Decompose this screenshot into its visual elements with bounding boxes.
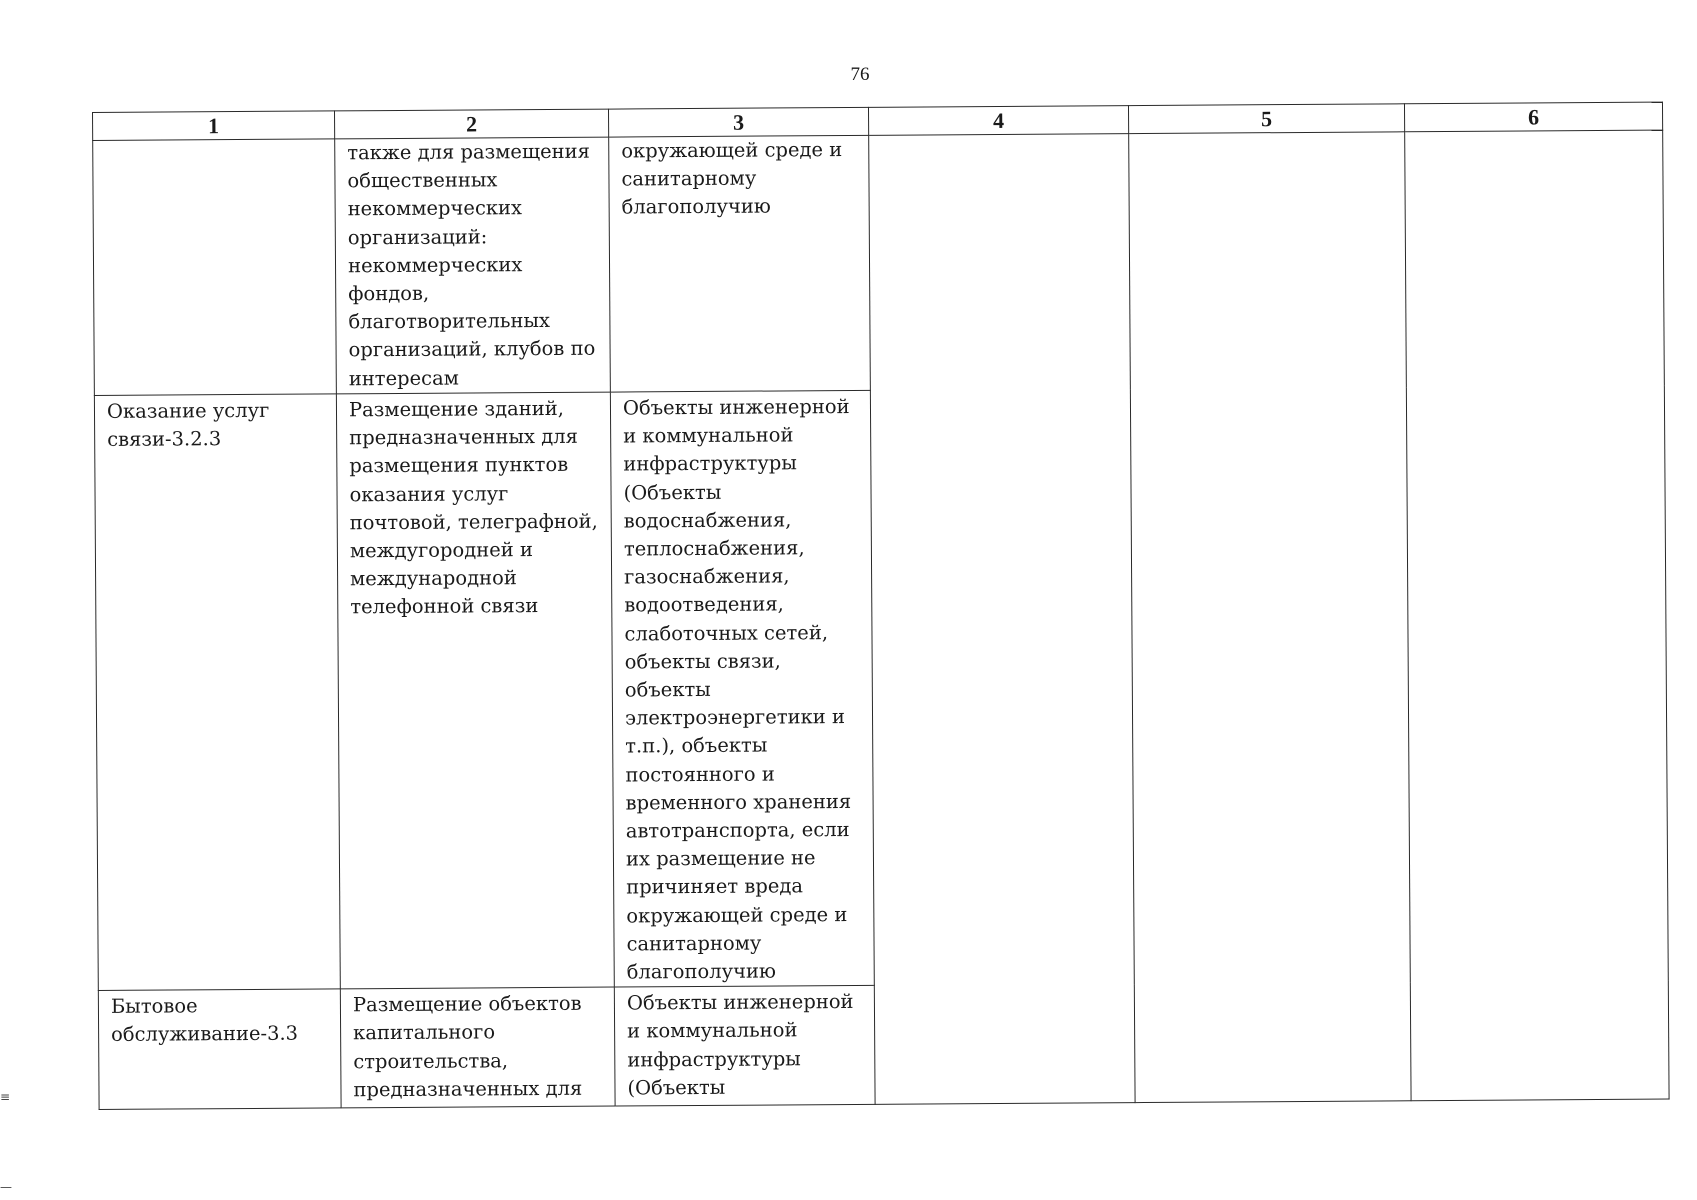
land-use-type-cell xyxy=(93,139,337,396)
column-header-2: 2 xyxy=(334,109,608,139)
scan-margin-mark: ≡ xyxy=(0,1090,11,1104)
land-use-type-cell: Бытовое обслуживание-3.3 xyxy=(98,989,341,1110)
column-header-3: 3 xyxy=(608,107,868,137)
table-container xyxy=(92,102,1669,1111)
column-header-6: 6 xyxy=(1404,102,1662,132)
land-use-type-cell: Оказание услуг связи-3.2.3 xyxy=(94,394,340,991)
page-number: 76 xyxy=(850,64,870,85)
scan-margin-mark: — xyxy=(0,1180,12,1194)
column-5-cell xyxy=(1129,132,1411,1103)
description-cell: Размещение объектов капитального строительства, предназначенных для xyxy=(340,987,615,1108)
column-header-1: 1 xyxy=(93,111,335,141)
auxiliary-use-cell: Объекты инженерной и коммунальной инфраструктуры (Объекты xyxy=(614,986,875,1107)
column-header-4: 4 xyxy=(868,106,1128,136)
table-row xyxy=(93,130,1665,395)
auxiliary-use-cell: Объекты инженерной и коммунальной инфраструктуры (Объекты водоснабжения, теплоснабжения, газоснабжения, водоотведения, слаботочных сетей, объекты связи, объекты электроэнергетики и т.п.), объекты постоянного и временного хранения автотранспорта, если их размещение не причиняет вреда окружающей среде и санитарному благополучию xyxy=(610,390,874,987)
description-cell: Размещение зданий, предназначенных для размещения пунктов оказания услуг почтовой, телеграфной, междугородней и международной телефонной связи xyxy=(336,392,614,989)
auxiliary-use-cell: окружающей среде и санитарному благополучию xyxy=(609,135,871,392)
land-use-table xyxy=(92,102,1670,1111)
column-4-cell xyxy=(869,134,1135,1105)
column-6-cell xyxy=(1405,130,1669,1101)
description-cell: также для размещения общественных некоммерческих организаций: некоммерческих фондов, благотворительных организаций, клубов по интересам xyxy=(335,137,611,394)
column-header-5: 5 xyxy=(1128,104,1404,134)
